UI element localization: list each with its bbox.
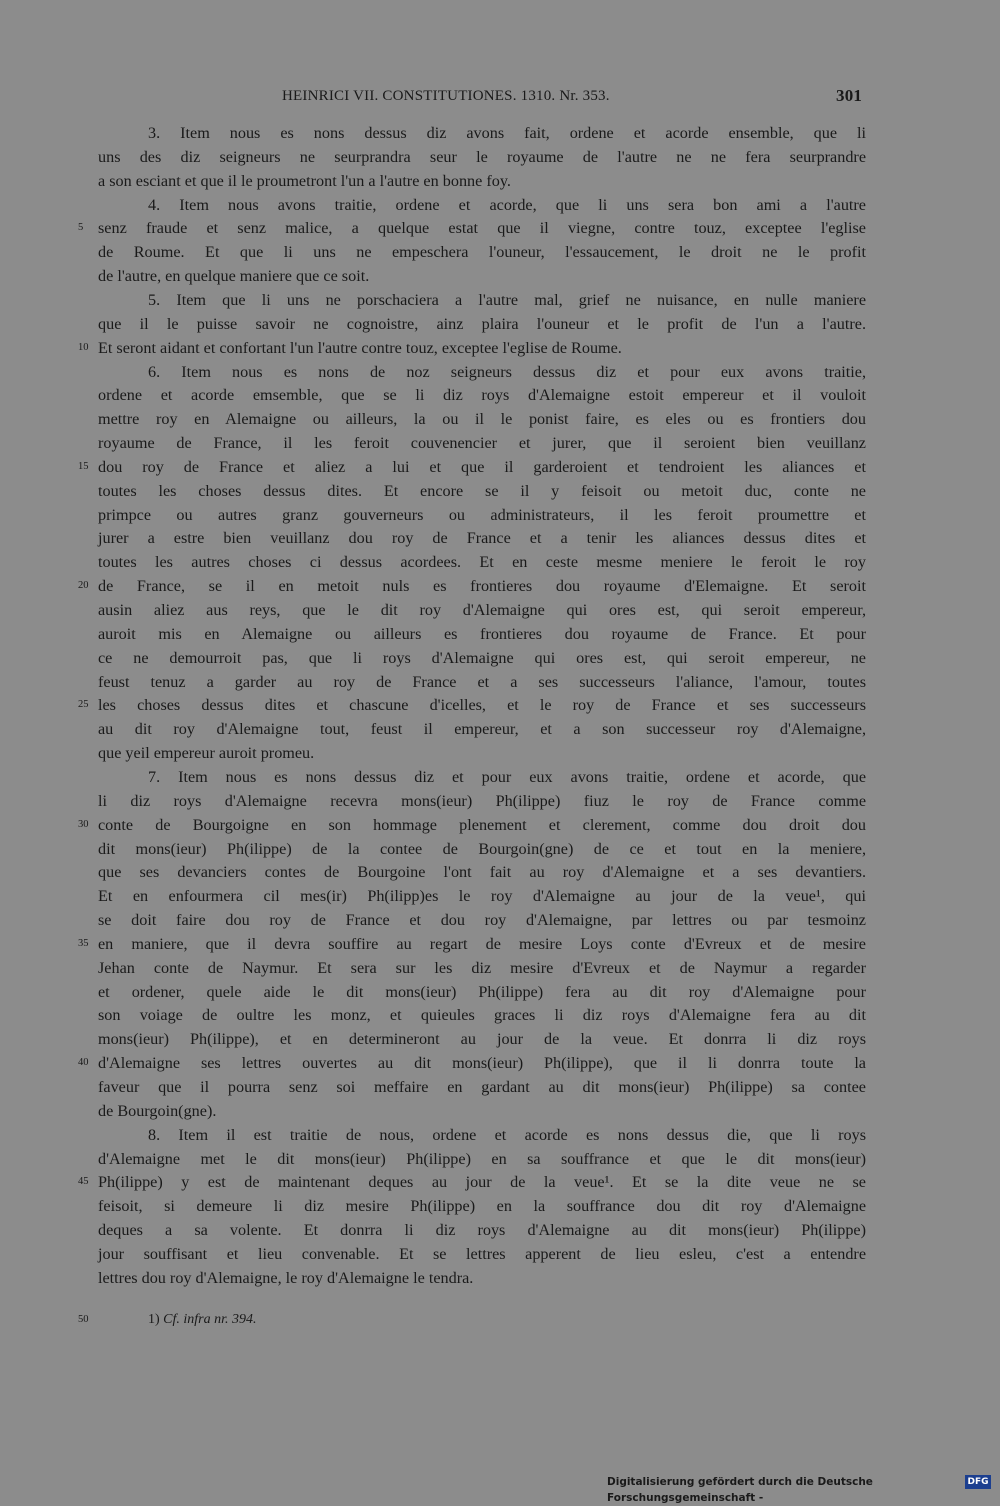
text-line: de Bourgoin(gne).: [98, 1102, 217, 1120]
text-line: jurer a estre bien veuillanz dou roy de France et a tenir les aliances dessus dites et: [98, 529, 866, 547]
text-line: d'Alemaigne ses lettres ouvertes au dit mons(ieur) Ph(ilippe), que il li donrra toute la: [98, 1054, 866, 1072]
line-number: 25: [78, 699, 89, 710]
text-line: se doit faire dou roy de France et dou roy d'Alemaigne, par lettres ou par tesmoinz: [98, 911, 866, 929]
text-line: ausin aliez aus reys, que le dit roy d'Alemaigne qui ores est, qui seroit empereur,: [98, 601, 866, 619]
text-line: les choses dessus dites et chascune d'icelles, et le roy de France et ses successeurs: [98, 696, 866, 714]
text-line: Jehan conte de Naymur. Et sera sur les diz mesire d'Evreux et de Naymur a regarder: [98, 959, 866, 977]
text-line: royaume de France, il les feroit couvenencier et jurer, que il seroient bien veuillanz: [98, 434, 866, 452]
text-line: feust tenuz a garder au roy de France et a ses successeurs l'aliance, l'amour, toutes: [98, 673, 866, 691]
text-line: jour souffisant et lieu convenable. Et se lettres apperent de lieu esleu, c'est a entendre: [98, 1245, 866, 1263]
text-line: et ordener, quele aide le dit mons(ieur) Ph(ilippe) fera au dit roy d'Alemaigne pour: [98, 983, 866, 1001]
text-line: que il le puisse savoir ne cognoistre, ainz plaira l'ouneur et le profit de l'un a l'autre.: [98, 315, 866, 333]
text-line: que ses devanciers contes de Bourgoine l'ont fait au roy d'Alemaigne et a ses devantiers.: [98, 863, 866, 881]
footnote-marker: 1): [148, 1312, 160, 1327]
text-line: 7. Item nous es nons dessus diz et pour eux avons traitie, ordene et acorde, que: [148, 768, 866, 786]
dfg-logo: DFG: [965, 1475, 991, 1489]
text-line: au dit roy d'Alemaigne tout, feust il empereur, et a son successeur roy d'Alemaigne,: [98, 720, 866, 738]
text-line: ordene et acorde emsemble, que se li diz roys d'Alemaigne estoit empereur et il vouloit: [98, 386, 866, 404]
text-line: 6. Item nous es nons de noz seigneurs dessus diz et pour eux avons traitie,: [148, 363, 866, 381]
text-line: senz fraude et senz malice, a quelque estat que il viegne, contre touz, exceptee l'eglise: [98, 219, 866, 237]
text-line: Et seront aidant et confortant l'un l'autre contre touz, exceptee l'eglise de Roume.: [98, 339, 622, 357]
text-line: a son esciant et que il le proumetront l'un a l'autre en bonne foy.: [98, 172, 511, 190]
text-line: 4. Item nous avons traitie, ordene et acorde, que li uns sera bon ami a l'autre: [148, 196, 866, 214]
text-line: 3. Item nous es nons dessus diz avons fait, ordene et acorde ensemble, que li: [148, 124, 866, 142]
text-line: 5. Item que li uns ne porschaciera a l'autre mal, grief ne nuisance, en nulle maniere: [148, 291, 866, 309]
line-number: 5: [78, 222, 84, 233]
text-line: feisoit, si demeure li diz mesire Ph(ilippe) en la souffrance dou dit roy d'Alemaigne: [98, 1197, 866, 1215]
text-line: deques a sa volente. Et donrra li diz roys d'Alemaigne au dit mons(ieur) Ph(ilippe): [98, 1221, 866, 1239]
page-number: 301: [836, 86, 863, 105]
digitization-credit: Digitalisierung gefördert durch die Deutsche Forschungsgemeinschaft -: [607, 1476, 873, 1504]
footnote-reference: Cf. infra nr. 394.: [163, 1312, 257, 1327]
line-number: 30: [78, 819, 89, 830]
line-number: 45: [78, 1176, 89, 1187]
text-line: mettre roy en Alemaigne ou ailleurs, la ou il le ponist faire, es eles ou es frontiers dou: [98, 410, 866, 428]
text-line: faveur que il pourra senz soi meffaire en gardant au dit mons(ieur) Ph(ilippe) sa contee: [98, 1078, 866, 1096]
line-number: 15: [78, 461, 89, 472]
text-line: auroit mis en Alemaigne ou ailleurs es frontieres dou royaume de France. Et pour: [98, 625, 866, 643]
text-line: toutes les autres choses ci dessus acordees. Et en ceste mesme meniere le feroit le roy: [98, 553, 866, 571]
text-line: primpce ou autres granz gouverneurs ou administrateurs, il les feroit proumettre et: [98, 506, 866, 524]
text-line: dou roy de France et aliez a lui et que il garderoient et tendroient les aliances et: [98, 458, 866, 476]
text-line: lettres dou roy d'Alemaigne, le roy d'Alemaigne le tendra.: [98, 1269, 474, 1287]
text-line: Ph(ilippe) y est de maintenant deques au jour de la veue¹. Et se la dite veue ne se: [98, 1173, 866, 1191]
text-line: Et en enfourmera cil mes(ir) Ph(ilipp)es le roy d'Alemaigne au jour de la veue¹, qui: [98, 887, 866, 905]
text-line: conte de Bourgoigne en son hommage plenement et clerement, comme dou droit dou: [98, 816, 866, 834]
text-line: mons(ieur) Ph(ilippe), et en determineront au jour de la veue. Et donrra li diz roys: [98, 1030, 866, 1048]
text-line: son voiage de oultre les monz, et quieules graces li diz roys d'Alemaigne fera au dit: [98, 1006, 866, 1024]
text-line: 8. Item il est traitie de nous, ordene et acorde es nons dessus die, que li roys: [148, 1126, 866, 1144]
text-line: de Roume. Et que li uns ne empeschera l'ouneur, l'essaucement, le droit ne le profit: [98, 243, 866, 261]
line-number: 20: [78, 580, 89, 591]
text-line: de France, se il en metoit nuls es frontieres dou royaume d'Elemaigne. Et seroit: [98, 577, 866, 595]
text-line: toutes les choses dessus dites. Et encore se il y feisoit ou metoit duc, conte ne: [98, 482, 866, 500]
footnote: [148, 1310, 257, 1330]
line-number: 40: [78, 1057, 89, 1068]
footnote-line-number: 50: [78, 1314, 89, 1325]
line-number: 35: [78, 938, 89, 949]
text-line: que yeil empereur auroit promeu.: [98, 744, 315, 762]
line-number: 10: [78, 342, 89, 353]
text-line: li diz roys d'Alemaigne recevra mons(ieur) Ph(ilippe) fiuz le roy de France comme: [98, 792, 866, 810]
text-line: d'Alemaigne met le dit mons(ieur) Ph(ilippe) en sa souffrance et que le dit mons(ieur): [98, 1150, 866, 1168]
text-line: en maniere, que il devra souffire au regart de mesire Loys conte d'Evreux et de mesire: [98, 935, 866, 953]
text-line: de l'autre, en quelque maniere que ce soit.: [98, 267, 370, 285]
text-line: ce ne demourroit pas, que li roys d'Alemaigne qui ores est, qui seroit empereur, ne: [98, 649, 866, 667]
running-title: HEINRICI VII. CONSTITUTIONES. 1310. Nr. 353.: [282, 88, 610, 104]
text-line: uns des diz seigneurs ne seurprandra seur le royaume de l'autre ne ne fera seurprandre: [98, 148, 866, 166]
text-line: dit mons(ieur) Ph(ilippe) de la contee de Bourgoin(gne) de ce et tout en la meniere,: [98, 840, 866, 858]
